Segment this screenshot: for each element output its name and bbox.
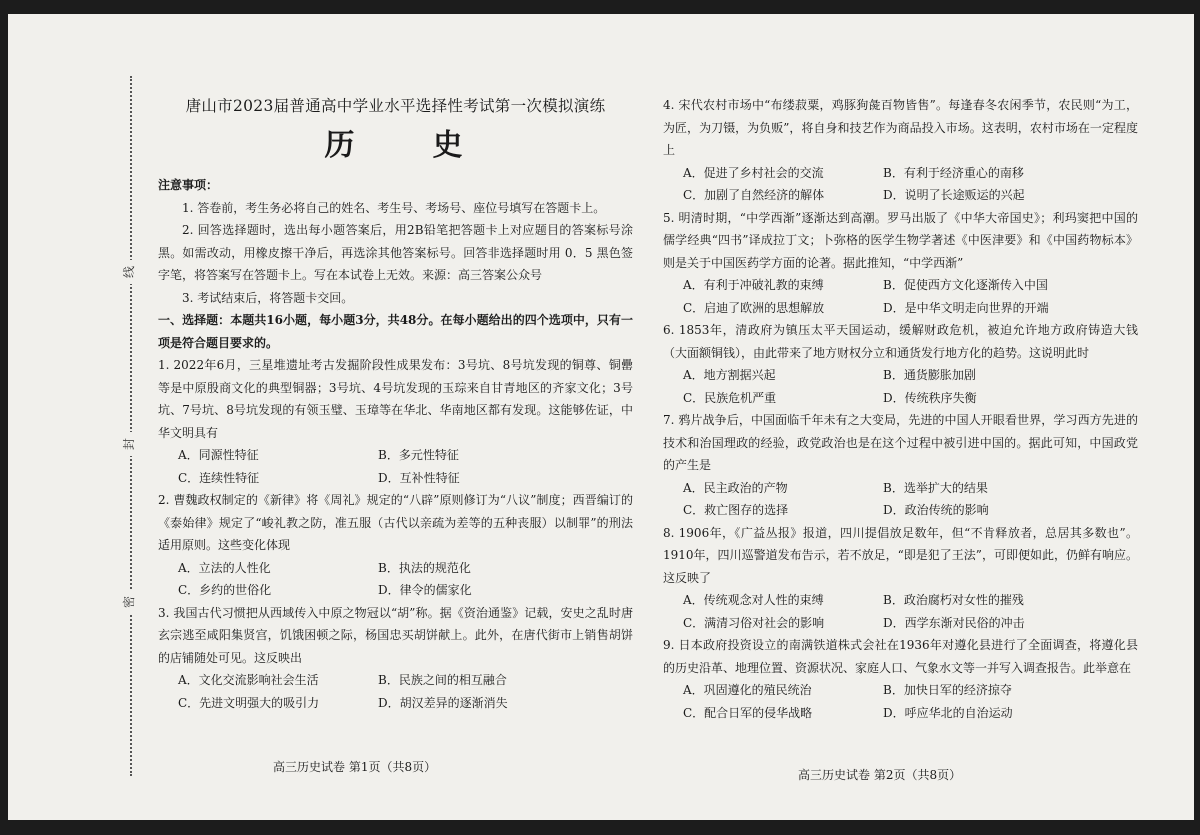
option-c: C．配合日军的侵华战略 xyxy=(683,705,813,720)
option-a: A．立法的人性化 xyxy=(178,560,271,575)
option-d: D．胡汉差异的逐渐消失 xyxy=(378,695,508,710)
option-d: D．互补性特征 xyxy=(378,470,460,485)
question-9 xyxy=(663,634,1138,724)
option-d: D．西学东渐对民俗的冲击 xyxy=(883,615,1025,630)
question-5 xyxy=(663,207,1138,320)
question-1 xyxy=(158,354,633,489)
notice-item-1: 1. 答卷前，考生务必将自己的姓名、考生号、考场号、座位号填写在答题卡上。 xyxy=(182,200,606,215)
option-c: C．启迪了欧洲的思想解放 xyxy=(683,300,825,315)
binding-line xyxy=(130,76,132,776)
option-a: A．传统观念对人性的束缚 xyxy=(683,593,824,607)
option-b: B．有利于经济重心的南移 xyxy=(883,165,1024,180)
option-a: A．同源性特征 xyxy=(178,448,259,462)
option-b: B．选举扩大的结果 xyxy=(883,480,988,495)
question-stem: 7. 鸦片战争后，中国面临千年未有之大变局，先进的中国人开眼看世界，学习西方先进的技术和治国理政的经验，政党政治也是在这个过程中被引进中国的。据此可知，中国政党的产生是 xyxy=(663,413,1138,472)
option-c: C．满清习俗对社会的影响 xyxy=(683,615,825,630)
option-a: A．地方割据兴起 xyxy=(683,368,776,382)
notice-heading: 注意事项： xyxy=(158,178,219,192)
question-stem: 1. 2022年6月，三星堆遗址考古发掘阶段性成果发布：3号坑、8号坑发现的铜尊、铜罍等是中原殷商文化的典型铜器；3号坑、4号坑发现的玉琮来自甘青地区的齐家文化；3号坑、7号坑、8号坑发现的有领玉璧、玉璋等在华北、华南地区都有发现。这能够佐证，中华文明具有 xyxy=(158,358,633,440)
option-b: B．执法的规范化 xyxy=(378,560,471,575)
exam-sheet xyxy=(8,14,1194,820)
page-2 xyxy=(663,94,1138,724)
question-stem: 2. 曹魏政权制定的《新律》将《周礼》规定的“八辟”原则修订为“八议”制度；西晋编订的《泰始律》规定了“峻礼教之防，准五服（古代以亲疏为差等的五种丧服）以制罪”的刑法适用原则。这些变化体现 xyxy=(158,493,633,552)
page-footer-1: 高三历史试卷 第1页（共8页） xyxy=(273,760,437,774)
question-7 xyxy=(663,409,1138,522)
question-stem: 5. 明清时期，“中学西渐”逐渐达到高潮。罗马出版了《中华大帝国史》；利玛窦把中国的儒学经典“四书”译成拉丁文；卜弥格的医学生物学著述《中医津要》和《中国药物标本》则是关于中国医药学方面的论著。据此推知，“中学西渐” xyxy=(663,210,1138,270)
section-heading: 一、选择题：本题共16小题，每小题3分，共48分。在每小题给出的四个选项中，只有一项是符合题目要求的。 xyxy=(158,313,633,350)
option-c: C．救亡图存的选择 xyxy=(683,503,789,517)
notice-item-3: 3. 考试结束后，将答题卡交回。 xyxy=(182,290,354,305)
option-d: D．传统秩序失衡 xyxy=(883,390,977,405)
option-b: B．多元性特征 xyxy=(378,448,459,462)
option-b: B．政治腐朽对女性的摧残 xyxy=(883,593,1024,607)
option-c: C．先进文明强大的吸引力 xyxy=(178,695,320,710)
option-d: D．是中华文明走向世界的开端 xyxy=(883,300,1049,315)
question-stem: 8. 1906年，《广益丛报》报道，四川提倡放足数年，但“不肯释放者，总居其多数也”。1910年，四川巡警道发布告示，若不放足，“即是犯了王法”，可即便如此，仍鲜有响应。这反映了 xyxy=(663,525,1138,585)
option-d: D．律令的儒家化 xyxy=(378,583,472,597)
option-c: C．加剧了自然经济的解体 xyxy=(683,188,825,202)
option-b: B．民族之间的相互融合 xyxy=(378,673,507,687)
option-b: B．促使西方文化逐渐传入中国 xyxy=(883,278,1048,292)
option-c: C．乡约的世俗化 xyxy=(178,583,272,597)
option-a: A．巩固遵化的殖民统治 xyxy=(683,683,812,697)
option-d: D．呼应华北的自治运动 xyxy=(883,705,1013,720)
exam-title: 唐山市2023届普通高中学业水平选择性考试第一次模拟演练 xyxy=(185,97,606,115)
option-c: C．民族危机严重 xyxy=(683,390,777,405)
question-3 xyxy=(158,602,633,715)
question-2 xyxy=(158,489,633,602)
question-6 xyxy=(663,319,1138,409)
option-d: D．说明了长途贩运的兴起 xyxy=(883,188,1025,202)
option-a: A．文化交流影响社会生活 xyxy=(178,673,319,687)
page-1 xyxy=(158,94,633,714)
option-b: B．通货膨胀加剧 xyxy=(883,368,976,382)
binding-mark-seal: 封 xyxy=(120,432,140,456)
question-4 xyxy=(663,94,1138,207)
binding-mark-secret: 密 xyxy=(120,590,140,614)
option-c: C．连续性特征 xyxy=(178,470,260,485)
question-stem: 9. 日本政府投资设立的南满铁道株式会社在1936年对遵化县进行了全面调查，将遵化县的历史沿革、地理位置、资源状况、家庭人口、气象水文等一并写入调查报告。此举意在 xyxy=(663,638,1138,675)
option-d: D．政治传统的影响 xyxy=(883,503,989,517)
binding-mark-line: 线 xyxy=(120,260,140,284)
notice-item-2: 2. 回答选择题时，选出每小题答案后，用2B铅笔把答题卡上对应题目的答案标号涂黑。如需改动，用橡皮擦干净后，再选涂其他答案标号。回答非选择题时用 0．5 黑色签字笔，将答案写在答题卡上。写在本试卷上无效。来源：高三答案公众号 xyxy=(158,223,633,282)
question-stem: 4. 宋代农村市场中“布缕菽粟，鸡豚狗彘百物皆售”。每逢春冬农闲季节，农民则“为工，为匠，为刀镊，为负贩”，将自身和技艺作为商品投入市场。这表明，农村市场在一定程度上 xyxy=(663,98,1138,157)
option-a: A．民主政治的产物 xyxy=(683,480,788,495)
question-8 xyxy=(663,522,1138,635)
page-footer-2: 高三历史试卷 第2页（共8页） xyxy=(798,768,962,782)
option-a: A．有利于冲破礼教的束缚 xyxy=(683,278,824,292)
question-stem: 6. 1853年，清政府为镇压太平天国运动，缓解财政危机，被迫允许地方政府铸造大钱（大面额铜钱），由此带来了地方财权分立和通货发行地方化的趋势。这说明此时 xyxy=(663,323,1138,360)
subject-title: 历 史 xyxy=(324,128,487,163)
question-stem: 3. 我国古代习惯把从西域传入中原之物冠以“胡”称。据《资治通鉴》记载，安史之乱时唐玄宗逃至咸阳集贤宫，饥饿困顿之际，杨国忠买胡饼献上。此外，在唐代街市上销售胡饼的店铺随处可见。这反映出 xyxy=(158,605,633,665)
option-b: B．加快日军的经济掠夺 xyxy=(883,683,1012,697)
option-a: A．促进了乡村社会的交流 xyxy=(683,165,824,180)
